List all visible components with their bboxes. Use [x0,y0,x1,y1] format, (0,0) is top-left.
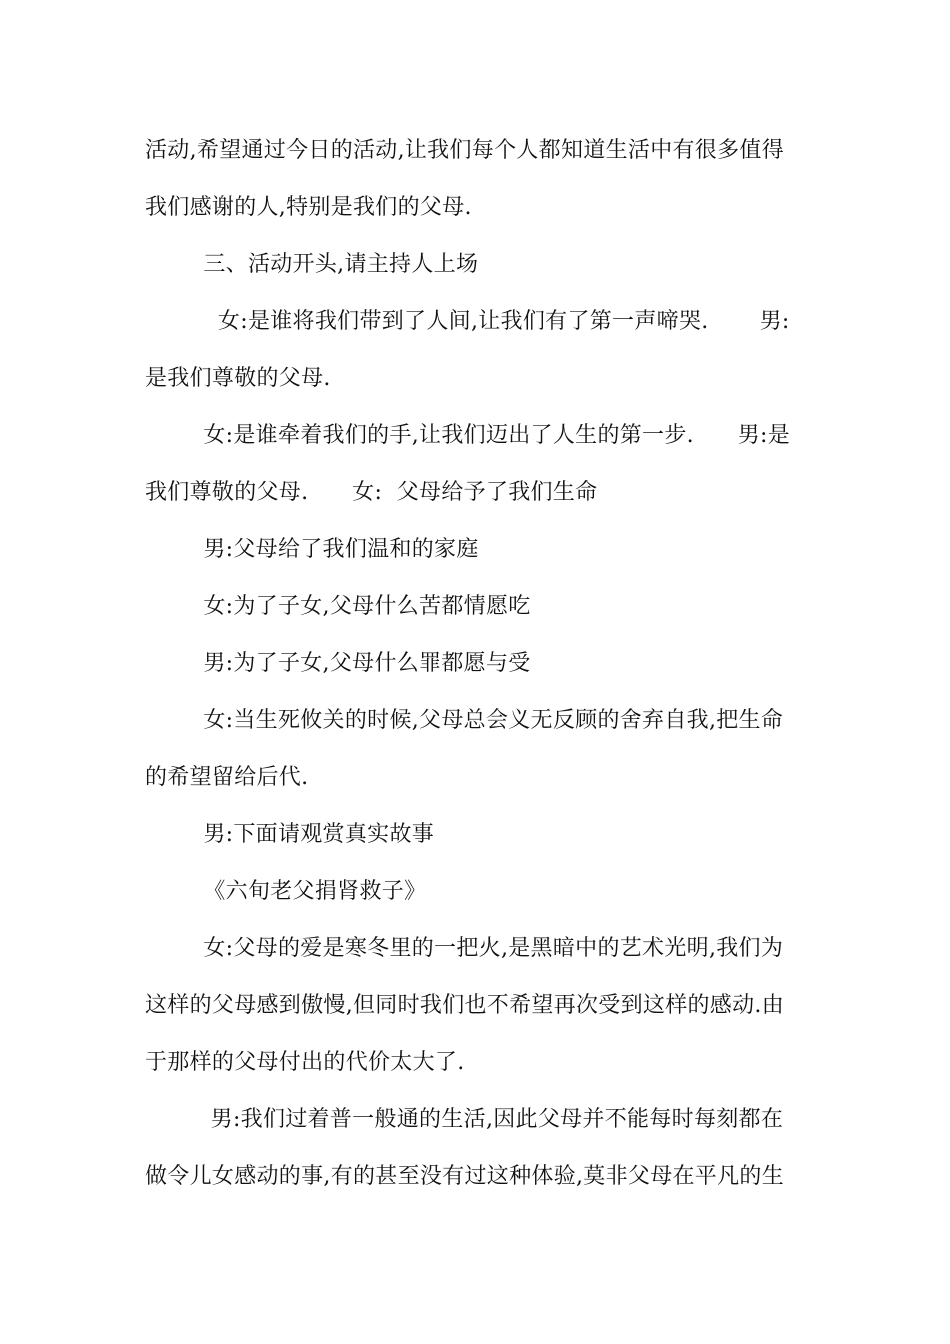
text-line: 女:父母的爱是寒冬里的一把火,是黑暗中的艺术光明,我们为 [145,936,784,961]
text-line: 是我们尊敬的父母. [145,366,331,391]
text-line: 女:当生死攸关的时候,父母总会义无反顾的舍弃自我,把生命 [145,708,784,733]
text-line: 男:父母给了我们温和的家庭 [145,537,479,562]
text-line: 女:是谁将我们带到了人间,让我们有了第一声啼哭. 男: [145,309,790,334]
section-heading: 三、活动开头,请主持人上场 [145,252,479,277]
story-title: 《六旬老父捐肾救子》 [145,879,427,904]
text-line: 做令儿女感动的事,有的甚至没有过这种体验,莫非父母在平凡的生 [145,1164,784,1189]
text-line: 活动,希望通过今日的活动,让我们每个人都知道生活中有很多值得 [145,138,784,163]
text-line: 男:为了子女,父母什么罪都愿与受 [145,651,531,676]
text-line: 于那样的父母付出的代价太大了. [145,1050,465,1075]
text-line: 女:是谁牵着我们的手,让我们迈出了人生的第一步. 男:是 [145,423,791,448]
text-line: 男:下面请观赏真实故事 [145,822,435,847]
text-line: 我们感谢的人,特别是我们的父母. [145,195,472,220]
text-line: 这样的父母感到傲慢,但同时我们也不希望再次受到这样的感动.由 [145,993,784,1018]
text-line: 我们尊敬的父母. 女: 父母给予了我们生命 [145,480,598,505]
text-line: 男:我们过着普一般通的生活,因此父母并不能每时每刻都在 [145,1107,784,1132]
text-line: 女:为了子女,父母什么苦都情愿吃 [145,594,531,619]
text-line: 的希望留给后代. [145,765,309,790]
